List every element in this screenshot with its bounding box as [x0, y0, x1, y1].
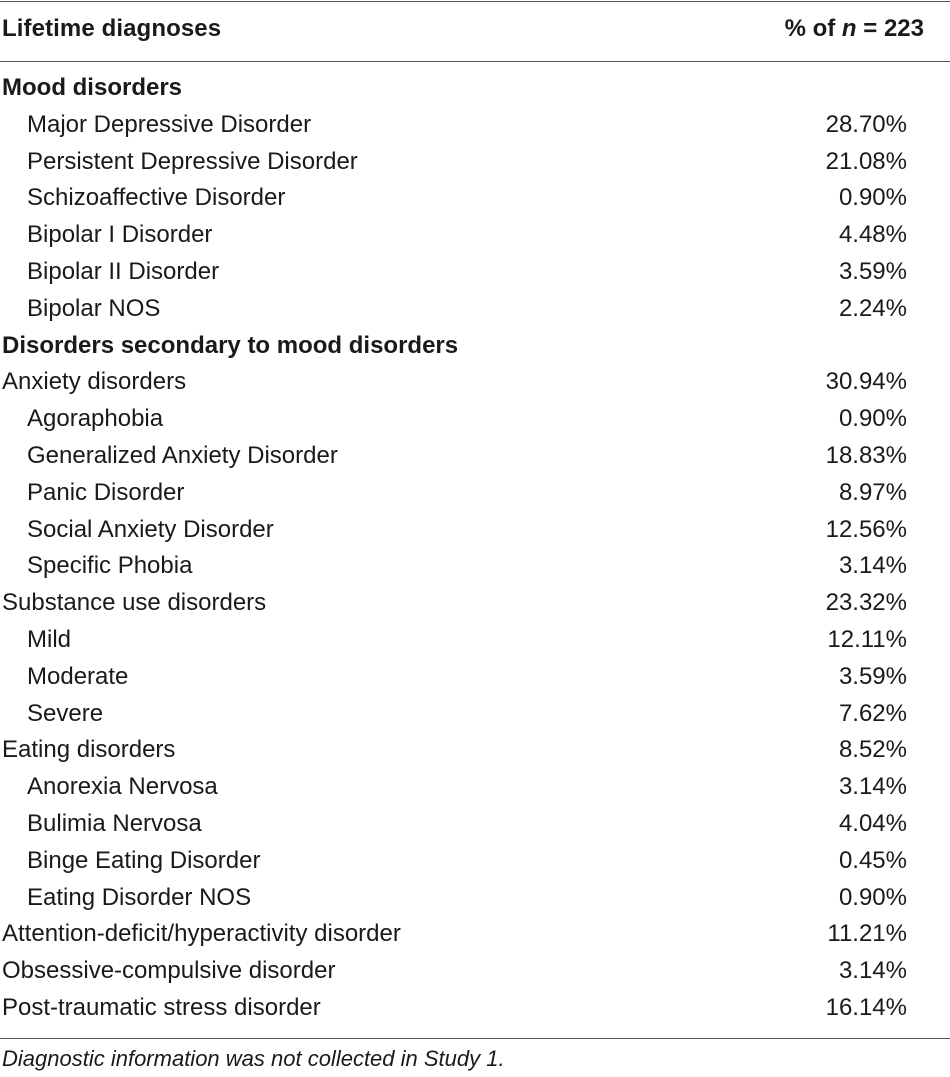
table-row [0, 108, 950, 145]
table-row [0, 255, 950, 292]
row-label: Substance use disorders [2, 589, 267, 617]
table-row [0, 623, 950, 660]
row-value: 4.04% [838, 809, 907, 837]
row-label: Major Depressive Disorder [27, 110, 312, 138]
table-row [0, 292, 950, 329]
row-value: 3.14% [838, 773, 907, 801]
row-label: Bipolar I Disorder [27, 221, 213, 249]
row-value: 3.14% [838, 957, 907, 985]
table-row [0, 513, 950, 550]
table-body [0, 71, 950, 1028]
row-value: 30.94% [825, 368, 907, 396]
row-label: Agoraphobia [27, 405, 164, 433]
table-section-row [0, 329, 950, 366]
row-value: 8.97% [838, 478, 907, 506]
row-label: Mild [27, 625, 72, 653]
table-bottom-rule [0, 1038, 950, 1039]
row-value: 18.83% [825, 441, 907, 469]
row-label: Specific Phobia [27, 552, 193, 580]
row-label: Eating Disorder NOS [27, 883, 252, 911]
row-label: Generalized Anxiety Disorder [27, 441, 338, 469]
row-label: Eating disorders [2, 736, 176, 764]
row-label: Bulimia Nervosa [27, 809, 202, 837]
table-row [0, 181, 950, 218]
row-value: 0.90% [838, 405, 907, 433]
table-row [0, 218, 950, 255]
row-label: Moderate [27, 662, 129, 690]
row-label: Attention-deficit/hyperactivity disorder [2, 920, 401, 948]
row-value: 21.08% [825, 147, 907, 175]
row-value: 12.56% [825, 515, 907, 543]
table-row [0, 697, 950, 734]
table-row [0, 660, 950, 697]
row-value: 7.62% [838, 699, 907, 727]
row-label: Severe [27, 699, 104, 727]
row-value: 4.48% [838, 221, 907, 249]
header-n-value: = 223 [856, 15, 924, 42]
row-label: Anxiety disorders [2, 368, 187, 396]
row-label: Anorexia Nervosa [27, 773, 218, 801]
row-label: Disorders secondary to mood disorders [2, 331, 459, 359]
table-row [0, 881, 950, 918]
row-label: Schizoaffective Disorder [27, 184, 286, 212]
row-label: Bipolar II Disorder [27, 257, 220, 285]
row-label: Mood disorders [2, 74, 183, 101]
row-label: Panic Disorder [27, 478, 185, 506]
row-value: 2.24% [838, 294, 907, 322]
table-row [0, 807, 950, 844]
table-row [0, 402, 950, 439]
row-value: 0.90% [838, 184, 907, 212]
table-section-row [0, 71, 950, 108]
row-value: 0.90% [838, 883, 907, 911]
row-value: 16.14% [825, 993, 907, 1021]
table-category-row [0, 991, 950, 1028]
table-header-row [0, 0, 950, 62]
row-value: 23.32% [825, 589, 907, 617]
row-label: Obsessive-compulsive disorder [2, 957, 336, 985]
table-row [0, 439, 950, 476]
table-header-rule [0, 61, 950, 62]
row-value: 11.21% [827, 920, 907, 948]
table-row [0, 549, 950, 586]
table-row [0, 844, 950, 881]
table-row [0, 476, 950, 513]
table-category-row [0, 586, 950, 623]
table-category-row [0, 917, 950, 954]
row-label: Social Anxiety Disorder [27, 515, 274, 543]
row-label: Persistent Depressive Disorder [27, 147, 358, 175]
row-value: 3.59% [838, 257, 907, 285]
row-value: 3.14% [838, 552, 907, 580]
header-percent-of-n [785, 15, 924, 43]
table-row [0, 145, 950, 182]
table-category-row [0, 954, 950, 991]
header-percent-prefix: % of [784, 15, 842, 42]
table-footnote: Diagnostic information was not collected in Study 1. [2, 1046, 505, 1071]
row-label: Binge Eating Disorder [27, 846, 261, 874]
row-label: Post-traumatic stress disorder [2, 993, 321, 1021]
row-value: 3.59% [838, 662, 907, 690]
header-lifetime-diagnoses: Lifetime diagnoses [2, 15, 222, 42]
row-value: 28.70% [825, 110, 907, 138]
table-category-row [0, 733, 950, 770]
row-label: Bipolar NOS [27, 294, 161, 322]
row-value: 12.11% [827, 625, 907, 653]
header-n-symbol: n [841, 15, 857, 42]
table-row [0, 770, 950, 807]
row-value: 0.45% [838, 846, 907, 874]
row-value: 8.52% [838, 736, 907, 764]
table-category-row [0, 365, 950, 402]
